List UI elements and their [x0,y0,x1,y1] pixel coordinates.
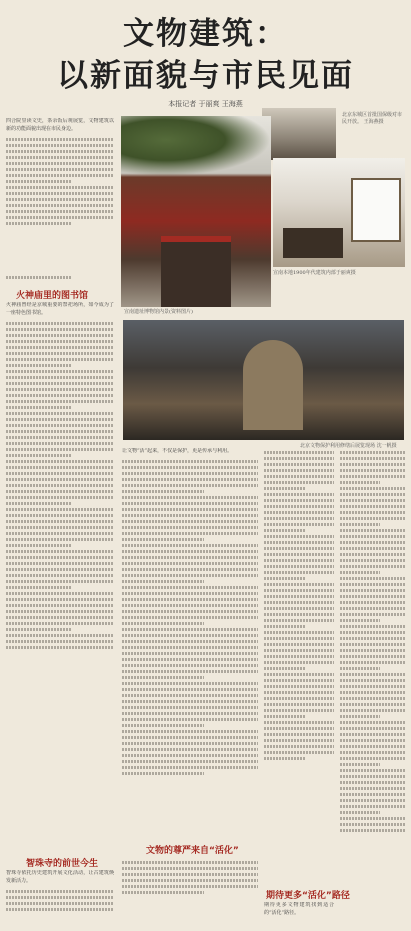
photo-bottom-exhibition [123,320,404,440]
caption-right-mid: 宣南本地1900年代建筑内部于丽爽摄 [273,270,356,276]
column-4 [340,448,406,928]
column-1-bottom [6,870,114,928]
caption-main: 宣南遗址博物馆内景(资料图片) [124,309,193,315]
section-head-2: 智珠寺的前世今生 [26,859,99,869]
window [351,178,401,242]
photo-interior [273,158,405,267]
column-3-bottom [264,902,334,928]
red-gate [161,236,231,307]
photo-main-courtyard [121,116,271,307]
column-2 [122,448,258,838]
column-1-top [6,118,114,273]
table [283,228,343,258]
paragraph-1a: 火神庙曾经是京城重要的祭祀场所，如今成为了一座特色图书馆。 [6,302,114,316]
column-1-end [6,273,114,285]
section-head-4: 期待更多“活化”路径 [266,891,350,901]
section-head-3: 文物的尊严来自“活化” [146,846,239,856]
intro-paragraph: 四合院里读文史，茶余饭后观展览，文物建筑以新的功能面貌出现在市民身边。 [6,118,114,132]
headline-line-2: 以新面貌与市民见面 [57,58,354,94]
headline-line-1: 文物建筑： [123,16,288,52]
section-head-1: 火神庙里的图书馆 [16,291,89,301]
column-3 [264,448,334,868]
caption-bottom: 北京文物保护利用修缮后展览现场 沈一帆摄 [300,443,397,449]
caption-top-right: 北京东城区首批国保级对市民开放。 王海燕摄 [342,112,403,125]
byline: 本报记者 于丽爽 王海燕 [168,100,243,108]
photo-top-right [262,108,336,160]
tree-foliage [121,116,271,176]
column-1-mid [6,302,114,690]
arch [243,340,303,430]
paragraph-2a: 让文物“活”起来，不仅是保护，更是传承与利用。 [122,448,233,454]
paragraph-1b: 智珠寺依托历史建筑开展文化活动，让古建筑焕发新活力。 [6,870,114,884]
column-2-bottom [122,858,258,928]
paragraph-3a: 期待更多文物建筑找到适合的“活化”路径。 [264,902,334,916]
